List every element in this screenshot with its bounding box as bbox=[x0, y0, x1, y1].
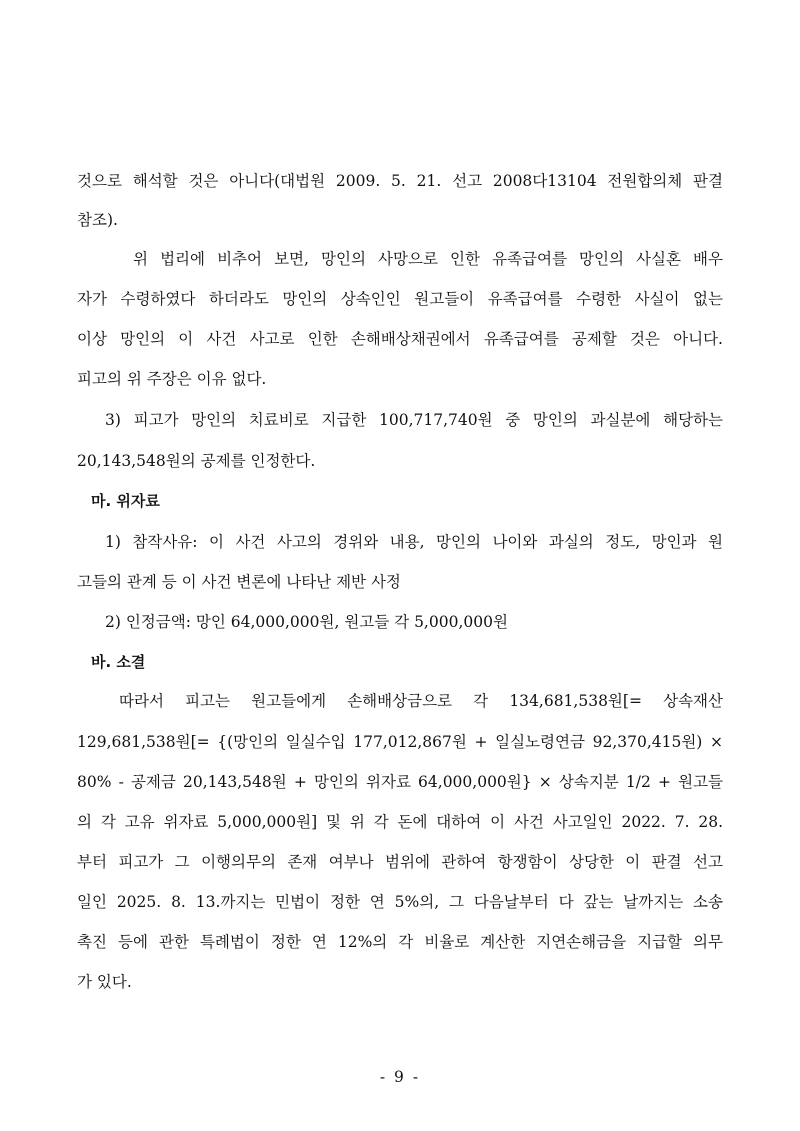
section-heading: 바. 소결 bbox=[91, 653, 146, 671]
paragraph-line: 의 각 고유 위자료 5,000,000원] 및 위 각 돈에 대하여 이 사건 사고일인 2022. 7. 28. bbox=[77, 813, 723, 831]
paragraph-line: 3) 피고가 망인의 치료비로 지급한 100,717,740원 중 망인의 과실분에 해당하는 bbox=[105, 411, 723, 429]
paragraph-line: 2) 인정금액: 망인 64,000,000원, 원고들 각 5,000,000원 bbox=[105, 613, 508, 631]
paragraph-line: 20,143,548원의 공제를 인정한다. bbox=[77, 452, 316, 470]
paragraph-line: 촉진 등에 관한 특례법이 정한 연 12%의 각 비율로 계산한 지연손해금을 지급할 의무 bbox=[77, 933, 723, 951]
paragraph-line: 129,681,538원[= {(망인의 일실수입 177,012,867원 + 일실노령연금 92,370,415원) × bbox=[77, 733, 723, 751]
paragraph-line: 피고의 위 주장은 이유 없다. bbox=[77, 370, 267, 388]
section-heading: 마. 위자료 bbox=[91, 492, 160, 510]
paragraph-line: 자가 수령하였다 하더라도 망인의 상속인인 원고들이 유족급여를 수령한 사실이 없는 bbox=[77, 290, 723, 308]
paragraph-line: 부터 피고가 그 이행의무의 존재 여부나 범위에 관하여 항쟁함이 상당한 이 판결 선고 bbox=[77, 853, 723, 871]
paragraph-line: 따라서 피고는 원고들에게 손해배상금으로 각 134,681,538원[= 상속재산 bbox=[119, 692, 723, 710]
paragraph-line: 80% - 공제금 20,143,548원 + 망인의 위자료 64,000,000원} × 상속지분 1/2 + 원고들 bbox=[77, 773, 723, 791]
paragraph-line: 일인 2025. 8. 13.까지는 민법이 정한 연 5%의, 그 다음날부터 다 갚는 날까지는 소송 bbox=[77, 893, 723, 911]
paragraph-line: 고들의 관계 등 이 사건 변론에 나타난 제반 사정 bbox=[77, 573, 401, 591]
paragraph-line: 이상 망인의 이 사건 사고로 인한 손해배상채권에서 유족급여를 공제할 것은 아니다. bbox=[77, 330, 723, 348]
paragraph-line: 1) 참작사유: 이 사건 사고의 경위와 내용, 망인의 나이와 과실의 정도, 망인과 원 bbox=[105, 533, 723, 551]
paragraph-line: 가 있다. bbox=[77, 973, 132, 991]
paragraph-line: 위 법리에 비추어 보면, 망인의 사망으로 인한 유족급여를 망인의 사실혼 배우 bbox=[133, 250, 723, 268]
paragraph-line: 것으로 해석할 것은 아니다(대법원 2009. 5. 21. 선고 2008다13104 전원합의체 판결 bbox=[77, 172, 723, 190]
paragraph-line: 참조). bbox=[77, 211, 118, 229]
page-number: - 9 - bbox=[379, 1068, 421, 1086]
